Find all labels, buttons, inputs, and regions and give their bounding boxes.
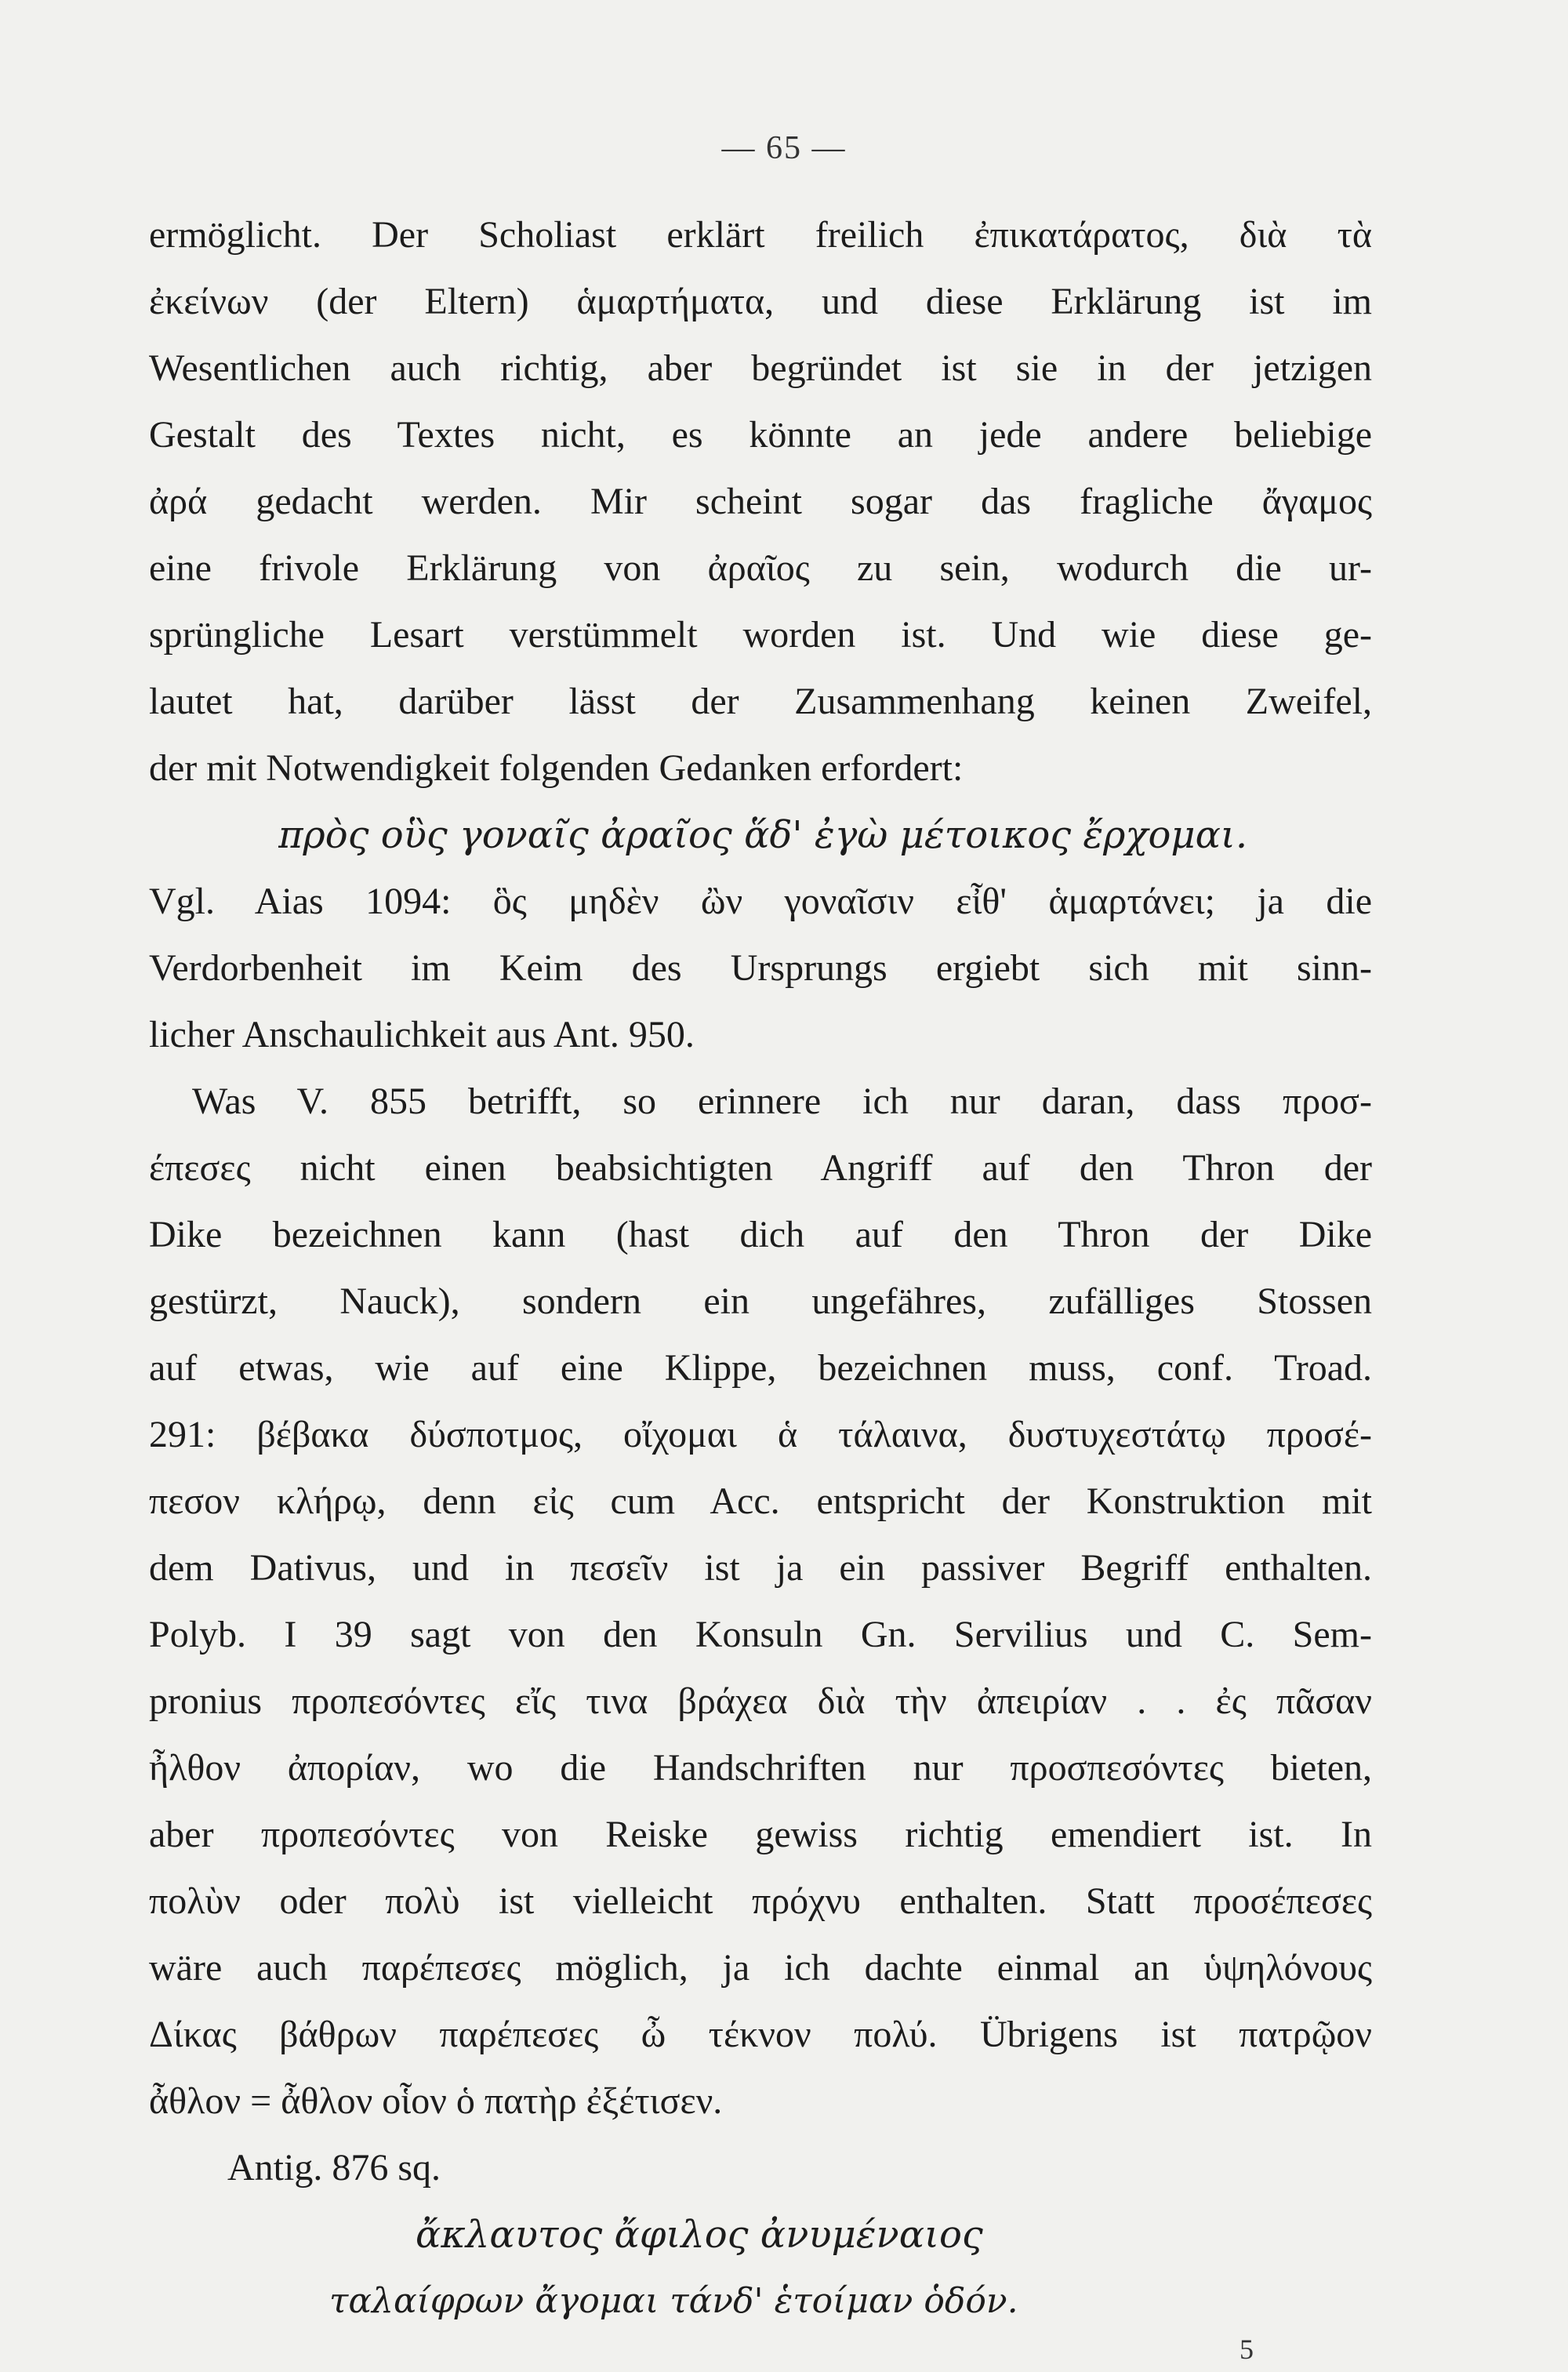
- text-line: πεσον κλήρῳ, denn εἰς cum Acc. entspricht der Konstruktion mit: [149, 1480, 1372, 1522]
- greek-verse-line: ἄκλαυτος ἄφιλος ἀνυμέναιος: [416, 2213, 983, 2257]
- text-line: έπεσες nicht einen beabsichtigten Angriff auf den Thron der: [149, 1147, 1372, 1189]
- text-line: auf etwas, wie auf eine Klippe, bezeichnen muss, conf. Troad.: [149, 1347, 1372, 1389]
- page-number-header: — 65 —: [721, 130, 847, 166]
- text-line: πολὺν oder πολὺ ist vielleicht πρόχνυ enthalten. Statt προσέπεσες: [149, 1880, 1372, 1922]
- greek-verse-line: πρὸς οὓς γοναῖς ἀραῖος ἅδ' ἐγὼ μέτοικος ἔρχομαι.: [278, 813, 1248, 857]
- paragraph-first-line: Was V. 855 betrifft, so erinnere ich nur daran, dass προσ-: [192, 1081, 1372, 1122]
- text-line: der mit Notwendigkeit folgenden Gedanken erfordert:: [149, 747, 964, 789]
- text-line: aber προπεσόντες von Reiske gewiss richtig emendiert ist. In: [149, 1814, 1372, 1855]
- text-line: Gestalt des Textes nicht, es könnte an jede andere beliebige: [149, 414, 1372, 456]
- text-line: Verdorbenheit im Keim des Ursprungs ergiebt sich mit sinn-: [149, 947, 1372, 989]
- text-line: Dike bezeichnen kann (hast dich auf den Thron der Dike: [149, 1214, 1372, 1255]
- text-line: Wesentlichen auch richtig, aber begründet ist sie in der jetzigen: [149, 347, 1372, 389]
- text-line: wäre auch παρέπεσες möglich, ja ich dachte einmal an ὑψηλόνους: [149, 1947, 1372, 1989]
- text-line: ἦλθον ἀπορίαν, wo die Handschriften nur προσπεσόντες bieten,: [149, 1747, 1372, 1789]
- greek-verse-line: ταλαίφρων ἄγομαι τάνδ' ἑτοίμαν ὁδόν.: [329, 2281, 1018, 2321]
- text-line: gestürzt, Nauck), sondern ein ungefähres, zufälliges Stossen: [149, 1280, 1372, 1322]
- citation-line: Antig. 876 sq.: [227, 2147, 441, 2189]
- text-line: ἀρά gedacht werden. Mir scheint sogar das fragliche ἄγαμος: [149, 481, 1372, 522]
- text-line: Δίκας βάθρων παρέπεσες ὦ τέκνον πολύ. Übrigens ist πατρῷον: [149, 2014, 1372, 2055]
- text-line: ermöglicht. Der Scholiast erklärt freilich ἐπικατάρατος, διὰ τὰ: [149, 214, 1372, 256]
- text-line: Polyb. I 39 sagt von den Konsuln Gn. Servilius und C. Sem-: [149, 1614, 1372, 1655]
- text-line: sprüngliche Lesart verstümmelt worden ist. Und wie diese ge-: [149, 614, 1372, 656]
- text-line: pronius προπεσόντες εἴς τινα βράχεα διὰ τὴν ἀπειρίαν . . ἐς πᾶσαν: [149, 1680, 1372, 1722]
- text-line: dem Dativus, und in πεσεῖν ist ja ein passiver Begriff enthalten.: [149, 1547, 1372, 1589]
- text-line: ἐκείνων (der Eltern) ἁμαρτήματα, und diese Erklärung ist im: [149, 281, 1372, 322]
- text-line: 291: βέβακα δύσποτμος, οἴχομαι ἁ τάλαινα, δυστυχεστάτῳ προσέ-: [149, 1414, 1372, 1455]
- text-line: lautet hat, darüber lässt der Zusammenhang keinen Zweifel,: [149, 681, 1372, 722]
- text-line: ἆθλον = ἆθλον οἷον ὁ πατὴρ ἐξέτισεν.: [149, 2080, 723, 2122]
- text-line: licher Anschaulichkeit aus Ant. 950.: [149, 1014, 695, 1055]
- text-line: Vgl. Aias 1094: ὃς μηδὲν ὢν γοναῖσιν εἶθ' ἁμαρτάνει; ja die: [149, 881, 1372, 922]
- signature-mark: 5: [1240, 2334, 1254, 2365]
- text-line: eine frivole Erklärung von ἀραῖος zu sein, wodurch die ur-: [149, 547, 1372, 589]
